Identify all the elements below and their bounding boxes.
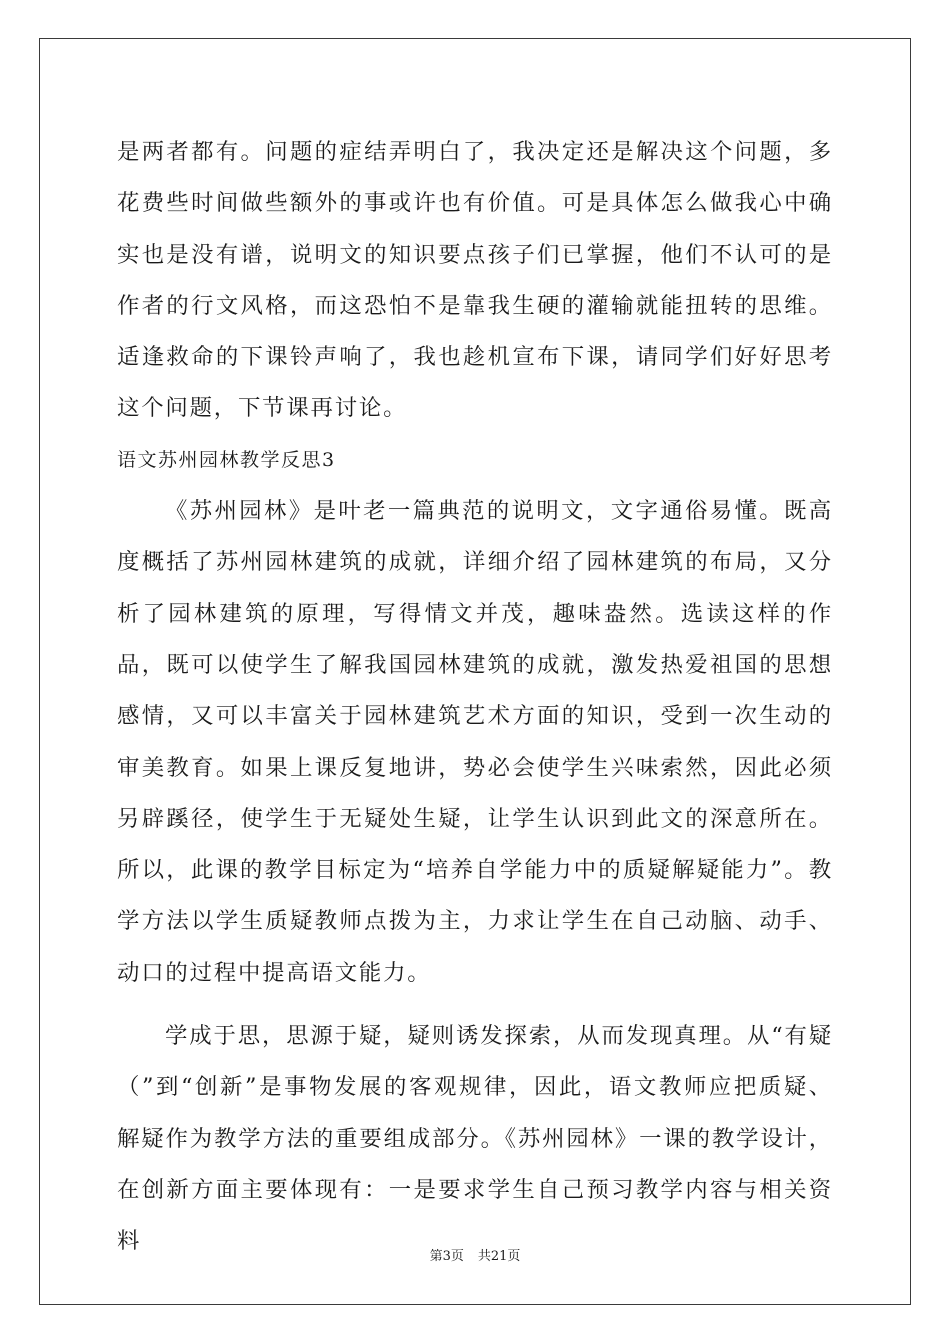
page-footer: [0, 1245, 950, 1264]
section-title: 语文苏州园林教学反思3: [117, 448, 336, 471]
paragraph-intro: 《苏州园林》是叶老一篇典范的说明文，文字通俗易懂。既高度概括了苏州园林建筑的成就，详细介绍了园林建筑的布局，又分析了园林建筑的原理，写得情文并茂，趣味盎然。选读这样的作品，既可以使学生了解我国园林建筑的成就，激发热爱祖国的思想感情，又可以丰富关于园林建筑艺术方面的知识，受到一次生动的审美教育。如果上课反复地讲，势必会使学生兴味索然，因此必须另辟蹊径，使学生于无疑处生疑，让学生认识到此文的深意所在。所以，此课的教学目标定为“培养自学能力中的质疑解疑能力”。教学方法以学生质疑教师点拨为主，力求让学生在自己动脑、动手、动口的过程中提高语文能力。: [117, 498, 833, 986]
document-body: [117, 127, 833, 1268]
page-number: 第3页: [429, 1249, 464, 1264]
paragraph-innovation: 学成于思，思源于疑，疑则诱发探索，从而发现真理。从“有疑（”到“创新”是事物发展的客观规律，因此，语文教师应把质疑、解疑作为教学方法的重要组成部分。《苏州园林》一课的教学设计，在创新方面主要体现有：一是要求学生自己预习教学内容与相关资料: [117, 1023, 833, 1255]
page-total: 共21页: [477, 1249, 521, 1264]
paragraph-continued: 是两者都有。问题的症结弄明白了，我决定还是解决这个问题，多花费些时间做些额外的事或许也有价值。可是具体怎么做我心中确实也是没有谱，说明文的知识要点孩子们已掌握，他们不认可的是作者的行文风格，而这恐怕不是靠我生硬的灌输就能扭转的思维。适逢救命的下课铃声响了，我也趁机宣布下课，请同学们好好思考这个问题，下节课再讨论。: [117, 139, 833, 422]
